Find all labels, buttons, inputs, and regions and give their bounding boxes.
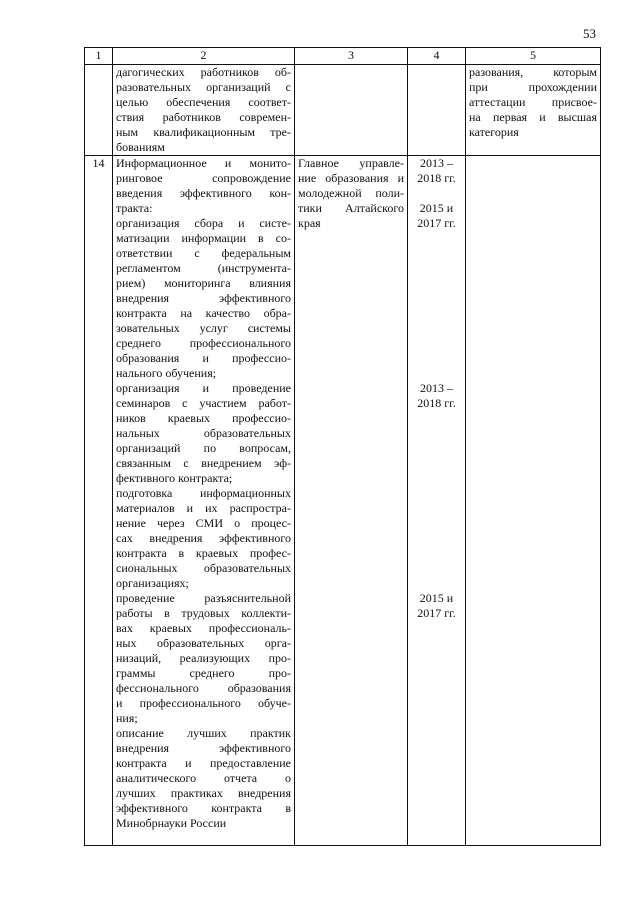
cont-col-3 xyxy=(295,65,408,156)
text-line: категория xyxy=(469,125,519,139)
text-line: матизации информации в со- xyxy=(116,231,291,245)
text-line: дагогических работников об- xyxy=(116,65,291,79)
text-line: Информационное и монито- xyxy=(116,156,291,170)
date-4-start: 2015 и xyxy=(419,591,454,605)
text-line: описание лучших практик xyxy=(116,726,291,740)
date-1-end: 2018 гг. xyxy=(417,171,456,185)
header-col-5: 5 xyxy=(466,48,601,65)
text-line: ответствии с федеральным xyxy=(116,246,291,260)
text-line: на первая и высшая xyxy=(469,110,597,124)
continuation-row xyxy=(85,65,601,156)
text-line: нального обучения; xyxy=(116,366,217,380)
text-line: при прохождении xyxy=(469,80,597,94)
text-line: нальных образовательных xyxy=(116,426,291,440)
text-line: эффективного контракта в xyxy=(116,801,291,815)
cont-col-4 xyxy=(408,65,466,156)
text-line: введения эффективного кон- xyxy=(116,186,291,200)
text-line: низаций, реализующих про- xyxy=(116,651,291,665)
page-number: 53 xyxy=(583,26,596,41)
text-line: внедрения эффективного xyxy=(116,291,291,305)
date-2-end: 2017 гг. xyxy=(417,216,456,230)
row-14-col-5 xyxy=(466,156,601,846)
text-line: ников краевых профессио- xyxy=(116,411,291,425)
text-line: Главное управле- xyxy=(298,156,404,170)
text-line: целью обеспечения соответ- xyxy=(116,95,291,109)
text-line: ных образовательных орга- xyxy=(116,636,291,650)
text-line: аттестации присвое- xyxy=(469,95,597,109)
text-line: семинаров с участием работ- xyxy=(116,396,291,410)
row-14-number: 14 xyxy=(85,156,113,846)
text-line: регламентом (инструмента- xyxy=(116,261,291,275)
row-14-dates xyxy=(408,156,466,846)
header-col-1: 1 xyxy=(85,48,113,65)
text-line: Минобрнауки России xyxy=(116,816,227,830)
text-line: аналитического отчета о xyxy=(116,771,291,785)
header-col-2: 2 xyxy=(113,48,295,65)
text-line: вах краевых профессиональ- xyxy=(116,621,291,635)
text-line: связанным с внедрением эф- xyxy=(116,456,291,470)
text-line: и профессионального обуче- xyxy=(116,696,291,710)
text-line: тракта: xyxy=(116,201,153,215)
text-line: контракта и предоставление xyxy=(116,756,291,770)
text-line: организация и проведение xyxy=(116,381,291,395)
text-line: нение через СМИ о процес- xyxy=(116,516,291,530)
date-1-start: 2013 – xyxy=(420,156,453,170)
header-row xyxy=(85,48,601,65)
plan-table xyxy=(84,47,601,846)
text-line: края xyxy=(298,216,321,230)
date-2-start: 2015 и xyxy=(419,201,454,215)
text-line: образования и профессио- xyxy=(116,351,291,365)
text-line: ствия работников современ- xyxy=(116,110,291,124)
text-line: работы в трудовых коллекти- xyxy=(116,606,291,620)
text-line: организациях; xyxy=(116,576,189,590)
text-line: сиональных образовательных xyxy=(116,561,291,575)
text-line: тики Алтайского xyxy=(298,201,404,215)
text-line: сах внедрения эффективного xyxy=(116,531,291,545)
date-3-end: 2018 гг. xyxy=(417,396,456,410)
header-col-4: 4 xyxy=(408,48,466,65)
row-14-responsible xyxy=(295,156,408,846)
text-line: среднего профессионального xyxy=(116,336,291,350)
text-line: ние образования и xyxy=(298,171,404,185)
cont-col-5 xyxy=(466,65,601,156)
text-line: зовательных услуг системы xyxy=(116,321,291,335)
header-col-3: 3 xyxy=(295,48,408,65)
text-line: проведение разъяснительной xyxy=(116,591,291,605)
text-line: граммы среднего про- xyxy=(116,666,291,680)
text-line: лучших практиках внедрения xyxy=(116,786,291,800)
text-line: фективного контракта; xyxy=(116,471,233,485)
text-line: ринговое сопровождение xyxy=(116,171,291,185)
text-line: бованиям xyxy=(116,140,165,154)
row-14-activities xyxy=(113,156,295,846)
text-line: разовательных организаций с xyxy=(116,80,291,94)
text-line: контракта в краевых профес- xyxy=(116,546,291,560)
cont-col-2 xyxy=(113,65,295,156)
text-line: контракта на качество обра- xyxy=(116,306,291,320)
cont-col-1 xyxy=(85,65,113,156)
text-line: подготовка информационных xyxy=(116,486,291,500)
text-line: организаций по вопросам, xyxy=(116,441,291,455)
row-14 xyxy=(85,156,601,846)
text-line: ным квалификационным тре- xyxy=(116,125,291,139)
text-line: рием) мониторинга влияния xyxy=(116,276,291,290)
text-line: внедрения эффективного xyxy=(116,741,291,755)
text-line: разования, которым xyxy=(469,65,597,79)
text-line: материалов и их распростра- xyxy=(116,501,291,515)
text-line: ния; xyxy=(116,711,138,725)
date-3-start: 2013 – xyxy=(420,381,453,395)
text-line: организация сбора и систе- xyxy=(116,216,291,230)
text-line: фессионального образования xyxy=(116,681,291,695)
date-4-end: 2017 гг. xyxy=(417,606,456,620)
text-line: молодежной поли- xyxy=(298,186,404,200)
